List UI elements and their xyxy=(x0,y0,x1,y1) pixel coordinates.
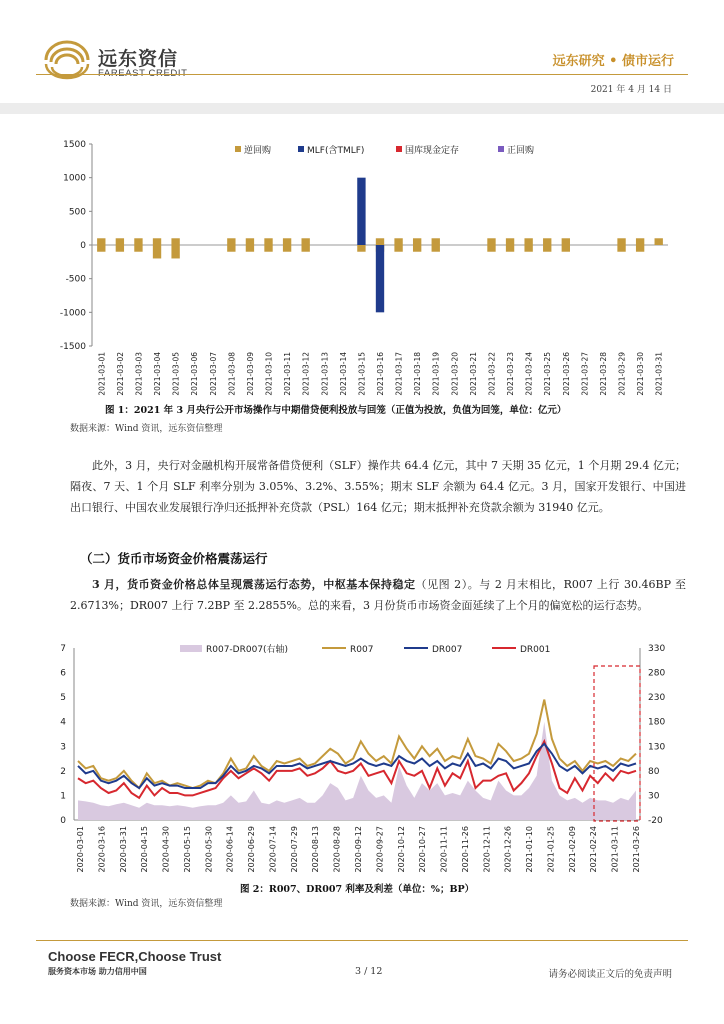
x-tick-label: 2021-02-24 xyxy=(589,826,599,873)
bar xyxy=(97,238,105,245)
bar xyxy=(301,238,309,245)
y-tick-label: 3 xyxy=(60,742,66,753)
y2-tick-label: -20 xyxy=(648,816,663,826)
page-number: 3 / 12 xyxy=(355,966,383,977)
y-tick-label: -1000 xyxy=(59,308,86,319)
x-tick-label: 2020-03-01 xyxy=(76,826,85,873)
bar xyxy=(487,245,495,252)
x-tick-label: 2021-03-21 xyxy=(468,352,478,396)
figure2-caption: 图 2：R007、DR007 利率及利差（单位：%；BP） xyxy=(240,884,475,895)
logo-subtitle: FAREAST CREDIT xyxy=(98,68,188,79)
footer-rule xyxy=(36,940,688,941)
x-tick-label: 2021-03-25 xyxy=(543,352,553,396)
legend-label: R007-DR007(右轴) xyxy=(206,645,289,655)
y2-tick-label: 30 xyxy=(648,791,660,802)
section-title: （二）货币市场资金价格震荡运行 xyxy=(80,551,268,566)
y-tick-label: 1 xyxy=(60,791,66,802)
series-line-r007 xyxy=(78,700,636,788)
x-tick-label: 2020-12-11 xyxy=(482,826,492,873)
x-tick-label: 2021-03-30 xyxy=(636,352,646,396)
x-tick-label: 2021-03-05 xyxy=(171,352,181,396)
bar xyxy=(562,245,570,252)
x-tick-label: 2020-12-26 xyxy=(503,826,513,873)
y-tick-label: 2 xyxy=(60,766,66,777)
paragraph-rates-lead: 3 月，货币资金价格总体呈现震荡运行态势，中枢基本保持稳定 xyxy=(92,578,416,591)
x-tick-label: 2020-10-27 xyxy=(418,826,428,873)
header-section-title: 远东研究 • 债市运行 xyxy=(552,54,674,69)
bar xyxy=(246,245,254,252)
x-tick-label: 2021-03-15 xyxy=(357,352,367,396)
paragraph-rates-body: （见图 2）。与 2 月末相比，R007 上行 30.46BP 至 2.6713%；DR007 上行 7.2BP 至 2.2855%。总的来看，3 月份货币市场资金面延续了上个月的偏宽松的运行态势。 xyxy=(70,578,687,612)
x-tick-label: 2021-03-13 xyxy=(320,352,330,396)
x-tick-label: 2021-03-10 xyxy=(264,352,274,396)
x-tick-label: 2020-04-30 xyxy=(161,826,171,873)
x-tick-label: 2021-03-26 xyxy=(632,826,641,873)
x-tick-label: 2021-02-09 xyxy=(567,826,577,873)
bar xyxy=(636,238,644,245)
paragraph-rates xyxy=(70,574,686,616)
x-tick-label: 2021-03-27 xyxy=(580,352,590,396)
logo-title: 远东资信 xyxy=(98,48,179,70)
report-date: 2021 年 4 月 14 日 xyxy=(590,85,672,95)
x-tick-label: 2020-05-30 xyxy=(204,826,214,873)
bar xyxy=(524,238,532,245)
y2-tick-label: 330 xyxy=(648,644,666,654)
footer-slogan-en: Choose FECR,Choose Trust xyxy=(48,949,222,964)
x-tick-label: 2021-03-11 xyxy=(283,352,293,396)
x-tick-label: 2021-03-16 xyxy=(376,352,385,396)
bar xyxy=(413,238,421,245)
y-tick-label: 0 xyxy=(60,816,66,826)
x-tick-label: 2021-03-17 xyxy=(394,352,404,396)
x-tick-label: 2021-03-24 xyxy=(524,352,534,396)
x-tick-label: 2021-03-26 xyxy=(561,352,571,396)
bar xyxy=(636,245,644,252)
x-tick-label: 2020-11-11 xyxy=(439,826,449,873)
bar xyxy=(134,238,142,245)
bar xyxy=(376,238,384,245)
bar xyxy=(171,238,179,245)
x-tick-label: 2020-07-14 xyxy=(268,826,278,873)
legend-label: MLF(含TMLF) xyxy=(307,146,365,156)
x-tick-label: 2020-08-13 xyxy=(311,826,321,873)
bar xyxy=(506,245,514,252)
x-tick-label: 2021-03-08 xyxy=(227,352,237,396)
x-tick-label: 2021-01-10 xyxy=(525,826,535,873)
bar xyxy=(134,245,142,252)
y-tick-label: 7 xyxy=(60,644,66,654)
x-tick-label: 2021-03-19 xyxy=(431,352,441,396)
y-tick-label: -500 xyxy=(65,274,86,285)
legend-label: 逆回购 xyxy=(244,146,272,156)
x-tick-label: 2020-03-31 xyxy=(118,826,128,873)
figure1-chart xyxy=(40,134,690,404)
legend-label: 国库现金定存 xyxy=(405,146,460,156)
x-tick-label: 2021-03-12 xyxy=(301,352,311,396)
legend-swatch xyxy=(396,146,402,152)
x-tick-label: 2020-11-26 xyxy=(460,826,470,873)
bar xyxy=(617,238,625,245)
y-tick-label: 4 xyxy=(60,717,66,728)
bar xyxy=(227,238,235,245)
x-tick-label: 2020-10-12 xyxy=(396,826,406,873)
y-tick-label: 5 xyxy=(60,693,66,704)
bar xyxy=(264,238,272,245)
x-tick-label: 2021-03-07 xyxy=(208,352,218,396)
x-tick-label: 2021-03-29 xyxy=(617,352,627,396)
bar xyxy=(283,245,291,252)
bar xyxy=(562,238,570,245)
figure1-caption: 图 1：2021 年 3 月央行公开市场操作与中期借贷便利投放与回笼（正值为投放，负值为回笼，单位：亿元） xyxy=(105,405,567,416)
x-tick-label: 2021-03-09 xyxy=(245,352,255,396)
bar xyxy=(655,238,663,245)
y2-tick-label: 230 xyxy=(648,693,666,704)
bar xyxy=(227,245,235,252)
x-tick-label: 2020-06-29 xyxy=(247,826,257,873)
footer-disclaimer: 请务必阅读正文后的免责声明 xyxy=(548,969,672,980)
bar xyxy=(357,245,365,252)
legend-swatch xyxy=(235,146,241,152)
y-tick-label: -1500 xyxy=(59,342,86,352)
x-tick-label: 2021-03-23 xyxy=(506,352,516,396)
legend-label: R007 xyxy=(350,645,374,655)
x-tick-label: 2020-09-27 xyxy=(375,826,385,873)
header-rule xyxy=(36,74,688,75)
bar xyxy=(543,238,551,245)
x-tick-label: 2021-03-31 xyxy=(654,352,664,396)
x-tick-label: 2020-05-15 xyxy=(182,826,192,873)
legend-swatch xyxy=(298,146,304,152)
bar xyxy=(376,245,384,312)
x-tick-label: 2020-08-28 xyxy=(332,826,342,873)
x-tick-label: 2020-04-15 xyxy=(140,826,150,873)
y-tick-label: 1500 xyxy=(63,140,86,150)
x-tick-label: 2021-03-28 xyxy=(598,352,608,396)
x-tick-label: 2021-03-01 xyxy=(97,352,107,396)
x-tick-label: 2021-03-06 xyxy=(190,352,200,396)
bar xyxy=(413,245,421,252)
bar xyxy=(116,238,124,245)
bar xyxy=(506,238,514,245)
x-tick-label: 2021-03-02 xyxy=(115,352,125,396)
figure1-source: 数据来源：Wind 资讯，远东资信整理 xyxy=(70,424,223,434)
paragraph-slf: 此外，3 月，央行对金融机构开展常备借贷便利（SLF）操作共 64.4 亿元，其中 7 天期 35 亿元，1 个月期 29.4 亿元；隔夜、7 天、1 个月 SLF 利率分别为 3.05%、3.2%、3.55%；期末 SLF 余额为 64.4 亿元。3 月，国家开发银行、中国进出口银行、中国农业发展银行净归还抵押补充贷款（PSL）164 亿元；期末抵押补充贷款余额为 31940 亿元。 xyxy=(70,459,686,514)
x-tick-label: 2021-03-04 xyxy=(153,352,163,396)
bar xyxy=(171,245,179,258)
y-tick-label: 1000 xyxy=(63,173,86,184)
bar xyxy=(394,245,402,252)
x-tick-label: 2021-03-20 xyxy=(450,352,460,396)
bar xyxy=(116,245,124,252)
bar xyxy=(264,245,272,252)
bar xyxy=(394,238,402,245)
x-tick-label: 2020-09-12 xyxy=(354,826,363,873)
bar xyxy=(97,245,105,252)
legend-swatch xyxy=(498,146,504,152)
bar xyxy=(617,245,625,252)
x-tick-label: 2021-01-25 xyxy=(546,826,556,873)
footer-slogan-cn: 服务资本市场 助力信用中国 xyxy=(48,966,147,976)
bar xyxy=(487,238,495,245)
y2-tick-label: 280 xyxy=(648,668,666,679)
x-tick-label: 2020-03-16 xyxy=(97,826,107,873)
y2-tick-label: 80 xyxy=(648,766,660,777)
bar xyxy=(432,245,440,252)
bar xyxy=(432,238,440,245)
legend-label: DR001 xyxy=(520,645,551,655)
y-tick-label: 6 xyxy=(60,668,66,679)
y-tick-label: 500 xyxy=(68,207,86,218)
x-tick-label: 2021-03-22 xyxy=(487,352,497,396)
bar xyxy=(283,238,291,245)
legend-swatch xyxy=(180,645,202,652)
x-tick-label: 2020-07-29 xyxy=(289,826,299,873)
legend-label: DR007 xyxy=(432,645,463,655)
bar xyxy=(153,245,161,258)
figure2-source: 数据来源：Wind 资讯，远东资信整理 xyxy=(70,899,223,909)
bar xyxy=(524,245,532,252)
figure2-chart xyxy=(40,636,690,884)
bar xyxy=(357,178,365,245)
y2-tick-label: 180 xyxy=(648,717,666,728)
x-tick-label: 2021-03-14 xyxy=(338,352,348,396)
bar xyxy=(301,245,309,252)
y-tick-label: 0 xyxy=(80,241,86,251)
legend-label: 正回购 xyxy=(507,146,535,156)
x-tick-label: 2020-06-14 xyxy=(225,826,235,873)
y2-tick-label: 130 xyxy=(648,742,666,753)
bar xyxy=(543,245,551,252)
x-tick-label: 2021-03-11 xyxy=(610,826,620,873)
header-band xyxy=(0,103,724,114)
bar xyxy=(246,238,254,245)
bar xyxy=(153,238,161,245)
x-tick-label: 2021-03-18 xyxy=(413,352,423,396)
x-tick-label: 2021-03-03 xyxy=(134,352,144,396)
